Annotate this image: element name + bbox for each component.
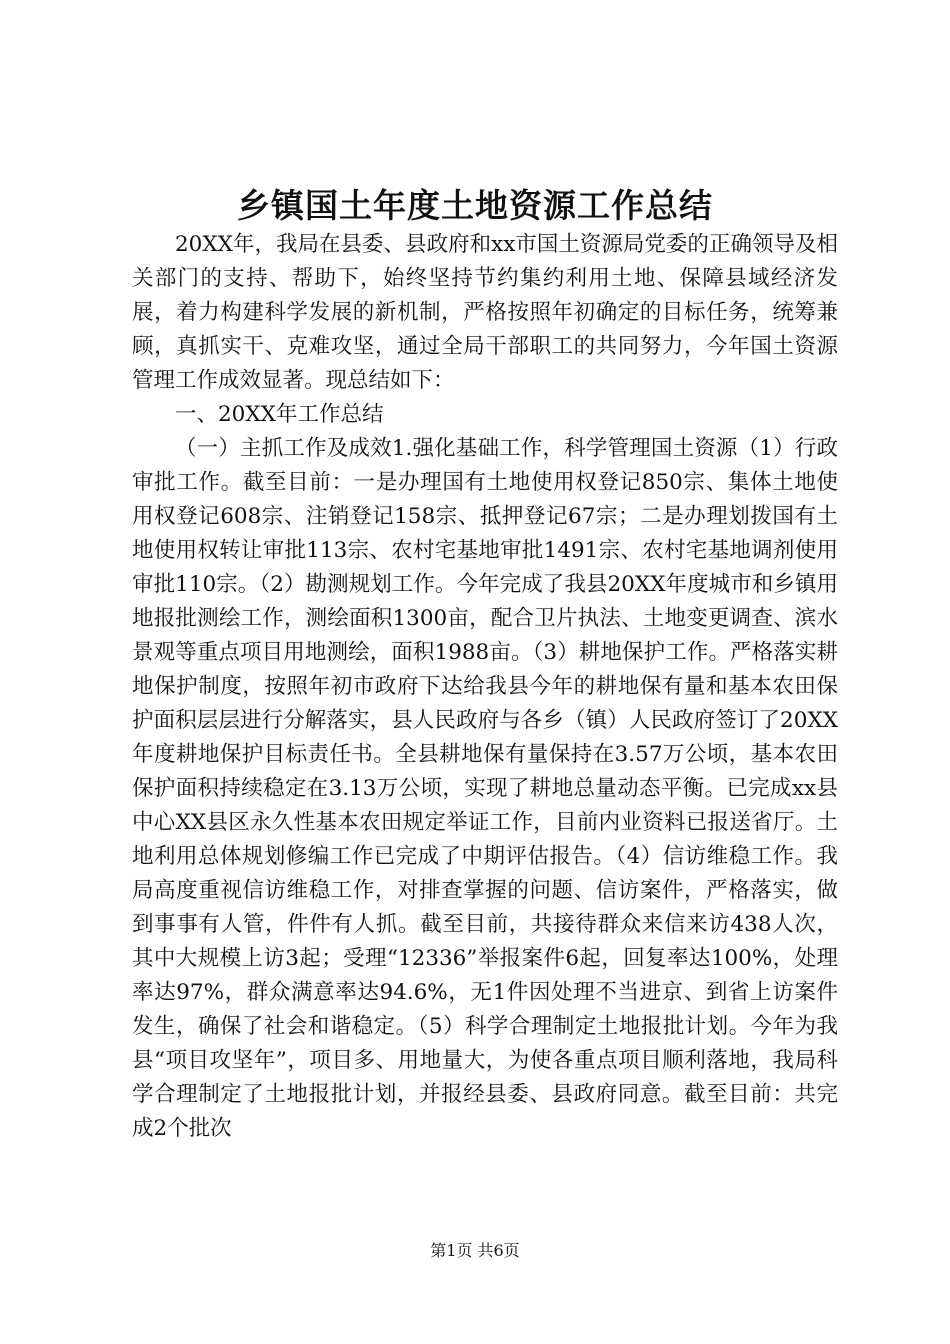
work-summary-paragraph: （一）主抓工作及成效1.强化基础工作，科学管理国土资源（1）行政审批工作。截至目前：一是办理国有土地使用权登记850宗、集体土地使用权登记608宗、注销登记158宗、抵押登记67宗；二是办理划拨国有土地使用权转让审批113宗、农村宅基地审批1491宗、农村宅基地调剂使用审批110宗。（2）勘测规划工作。今年完成了我县20XX年度城市和乡镇用地报批测绘工作，测绘面积1300亩，配合卫片执法、土地变更调查、滨水景观等重点项目用地测绘，面积1988亩。（3）耕地保护工作。严格落实耕地保护制度，按照年初市政府下达给我县今年的耕地保有量和基本农田保护面积层层进行分解落实，县人民政府与各乡（镇）人民政府签订了20XX年度耕地保护目标责任书。全县耕地保有量保持在3.57万公顷，基本农田保护面积持续稳定在3.13万公顷，实现了耕地总量动态平衡。已完成xx县中心XX县区永久性基本农田规定举证工作，目前内业资料已报送省厅。土地利用总体规划修编工作已完成了中期评估报告。（4）信访维稳工作。我局高度重视信访维稳工作，对排查掌握的问题、信访案件，严格落实，做到事事有人管，件件有人抓。截至目前，共接待群众来信来访438人次，其中大规模上访3起；受理“12336”举报案件6起，回复率达100%，处理率达97%，群众满意率达94.6%，无1件因处理不当进京、到省上访案件发生，确保了社会和谐稳定。（5）科学合理制定土地报批计划。今年为我县“项目攻坚年”，项目多、用地量大，为使各重点项目顺利落地，我局科学合理制定了土地报批计划，并报经县委、县政府同意。截至目前：共完成2个批次 <box>132 436 838 1141</box>
section-heading: 一、20XX年工作总结 <box>175 402 384 427</box>
document-title: 乡镇国土年度土地资源工作总结 <box>237 186 713 225</box>
page-footer: 第1页 共6页 <box>430 1241 520 1260</box>
document-body <box>132 228 838 1146</box>
intro-paragraph: 20XX年，我局在县委、县政府和xx市国土资源局党委的正确领导及相关部门的支持、帮助下，始终坚持节约集约利用土地、保障县域经济发展，着力构建科学发展的新机制，严格按照年初确定的目标任务，统筹兼顾，真抓实干、克难攻坚，通过全局干部职工的共同努力，今年国土资源管理工作成效显著。现总结如下： <box>132 232 838 393</box>
